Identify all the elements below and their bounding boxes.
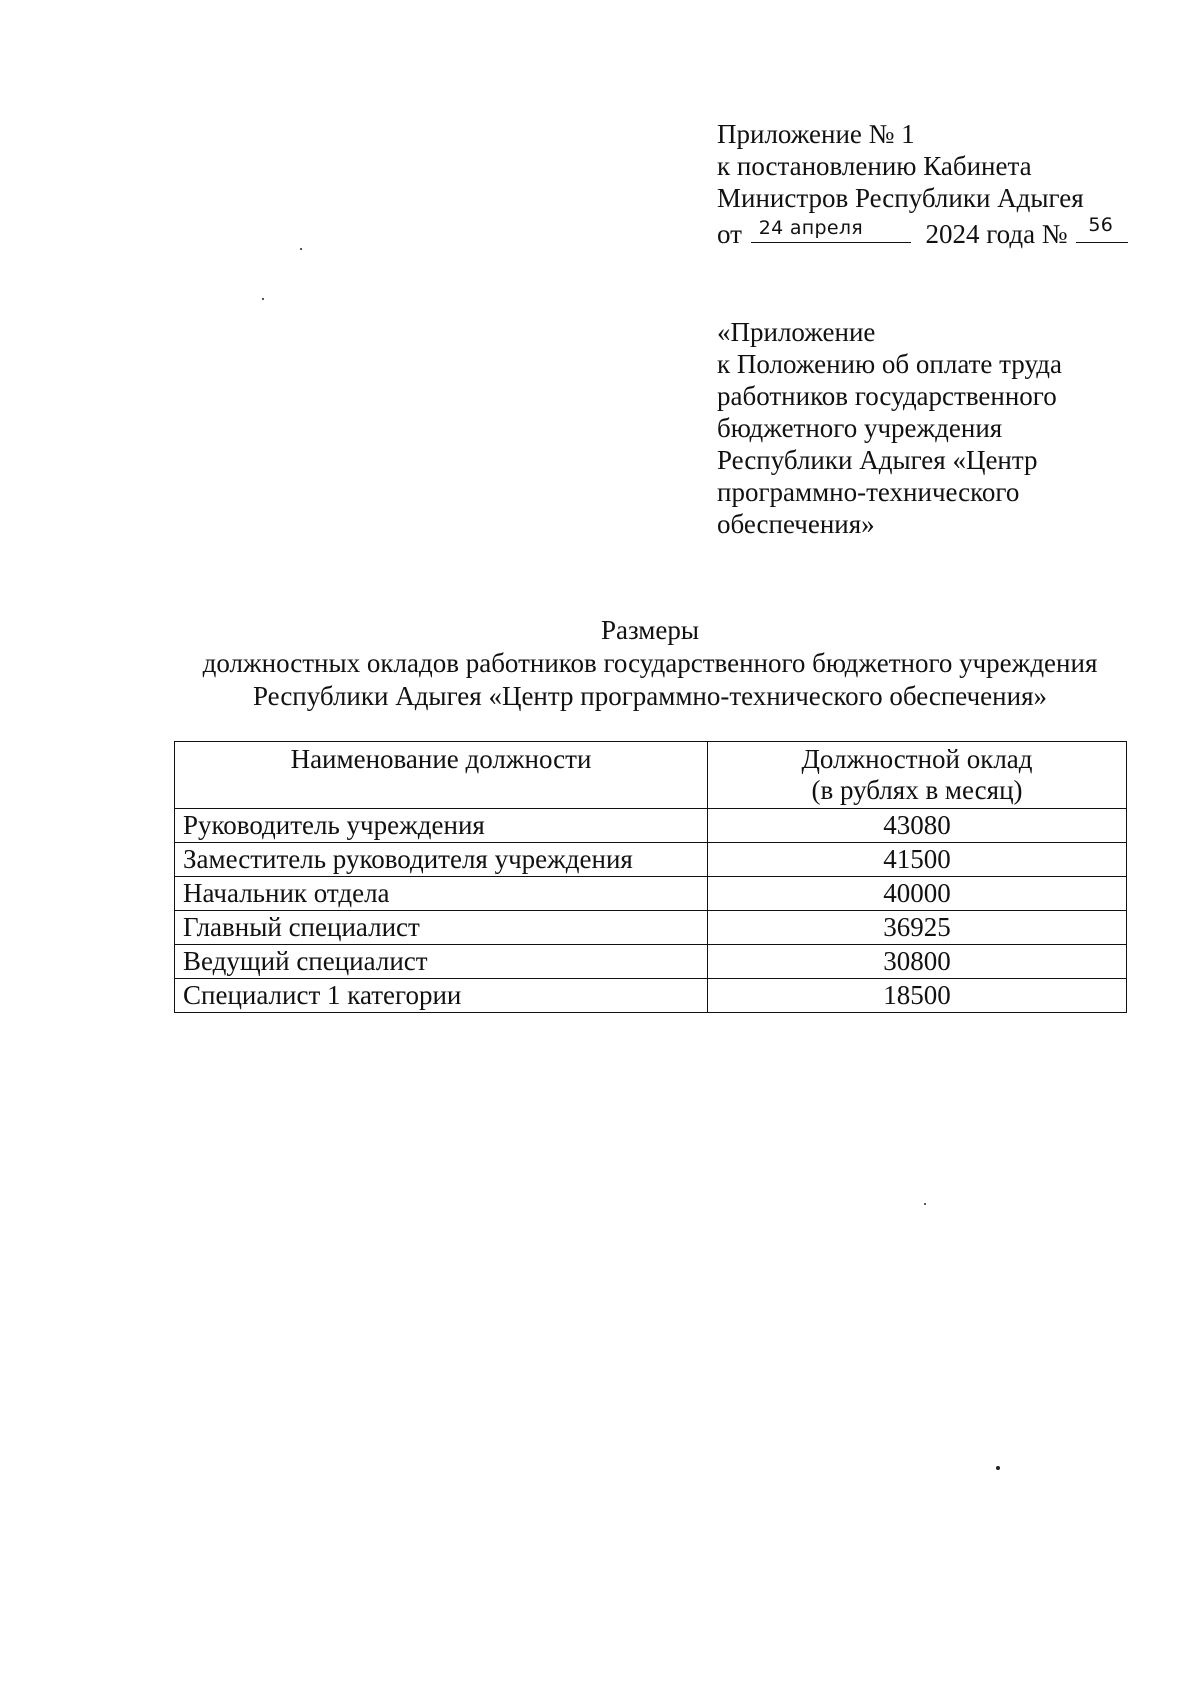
position-cell: Ведущий специалист bbox=[175, 945, 708, 979]
number-field bbox=[1076, 214, 1128, 243]
title-line-2: должностных окладов работников государственного бюджетного учреждения bbox=[202, 648, 1098, 678]
header-position-label: Наименование должности bbox=[290, 744, 592, 774]
annex-title: Приложение № 1 bbox=[717, 119, 915, 149]
regulation-line-1: «Приложение bbox=[717, 317, 876, 347]
date-prefix: от bbox=[717, 219, 742, 249]
regulation-word: бюджетного bbox=[717, 413, 858, 443]
regulation-word: учреждения bbox=[863, 413, 1003, 443]
position-cell: Начальник отдела bbox=[175, 877, 708, 911]
scan-speck bbox=[924, 1203, 926, 1205]
table-row bbox=[175, 945, 1127, 979]
regulation-line-4 bbox=[717, 412, 1120, 444]
annex-word: Республики bbox=[854, 183, 991, 213]
table-row bbox=[175, 809, 1127, 843]
salary-cell: 40000 bbox=[708, 877, 1127, 911]
regulation-line-3 bbox=[717, 380, 1120, 412]
title-line-1: Размеры bbox=[601, 615, 699, 645]
scan-speck bbox=[996, 1466, 1000, 1470]
document-title bbox=[150, 614, 1150, 713]
header-salary bbox=[708, 742, 1127, 809]
regulation-word: Республики bbox=[717, 445, 853, 475]
table-header-row bbox=[175, 742, 1127, 809]
scan-speck bbox=[300, 248, 302, 250]
salary-cell: 41500 bbox=[708, 843, 1127, 877]
salary-cell: 36925 bbox=[708, 911, 1127, 945]
salary-cell: 18500 bbox=[708, 979, 1127, 1013]
handwritten-date: 24 апреля bbox=[758, 217, 864, 239]
regulation-line-6: программно-технического bbox=[717, 477, 1020, 507]
title-line-3: Республики Адыгея «Центр программно-технического обеспечения» bbox=[253, 681, 1047, 711]
regulation-word: труда bbox=[999, 349, 1062, 379]
header-salary-line-1: Должностной оклад bbox=[801, 744, 1033, 774]
scan-speck bbox=[262, 298, 264, 300]
handwritten-number: 56 bbox=[1088, 214, 1114, 236]
header-salary-line-2: (в рублях в месяц) bbox=[811, 775, 1023, 805]
annex-date-line bbox=[717, 214, 1120, 250]
annex-word: Министров bbox=[717, 183, 849, 213]
salary-cell: 43080 bbox=[708, 809, 1127, 843]
annex-word: Адыгея bbox=[997, 183, 1084, 213]
regulation-line-7: обеспечения» bbox=[717, 509, 875, 539]
annex-header bbox=[717, 118, 1120, 250]
position-cell: Специалист 1 категории bbox=[175, 979, 708, 1013]
annex-word: постановлению bbox=[736, 151, 917, 181]
regulation-line-2 bbox=[717, 348, 1120, 380]
date-field bbox=[751, 214, 911, 243]
table-row bbox=[175, 877, 1127, 911]
table-row bbox=[175, 979, 1127, 1013]
regulation-line-5 bbox=[717, 444, 1120, 476]
table-row bbox=[175, 911, 1127, 945]
regulation-word: к bbox=[717, 349, 731, 379]
regulation-word: работников bbox=[717, 381, 849, 411]
annex-line-2 bbox=[717, 150, 1120, 182]
header-position bbox=[175, 742, 708, 809]
year-text: 2024 года № bbox=[925, 219, 1068, 249]
regulation-word: Адыгея bbox=[859, 445, 946, 475]
regulation-block bbox=[717, 316, 1120, 540]
regulation-word: оплате bbox=[915, 349, 993, 379]
annex-word: Кабинета bbox=[923, 151, 1032, 181]
position-cell: Руководитель учреждения bbox=[175, 809, 708, 843]
annex-line-3 bbox=[717, 182, 1120, 214]
regulation-word: государственного bbox=[854, 381, 1057, 411]
position-cell: Главный специалист bbox=[175, 911, 708, 945]
salary-table bbox=[174, 741, 1127, 1013]
regulation-word: «Центр bbox=[952, 445, 1038, 475]
salary-cell: 30800 bbox=[708, 945, 1127, 979]
table-row bbox=[175, 843, 1127, 877]
annex-word: к bbox=[717, 151, 731, 181]
regulation-word: об bbox=[881, 349, 910, 379]
position-cell: Заместитель руководителя учреждения bbox=[175, 843, 708, 877]
regulation-word: Положению bbox=[736, 349, 876, 379]
